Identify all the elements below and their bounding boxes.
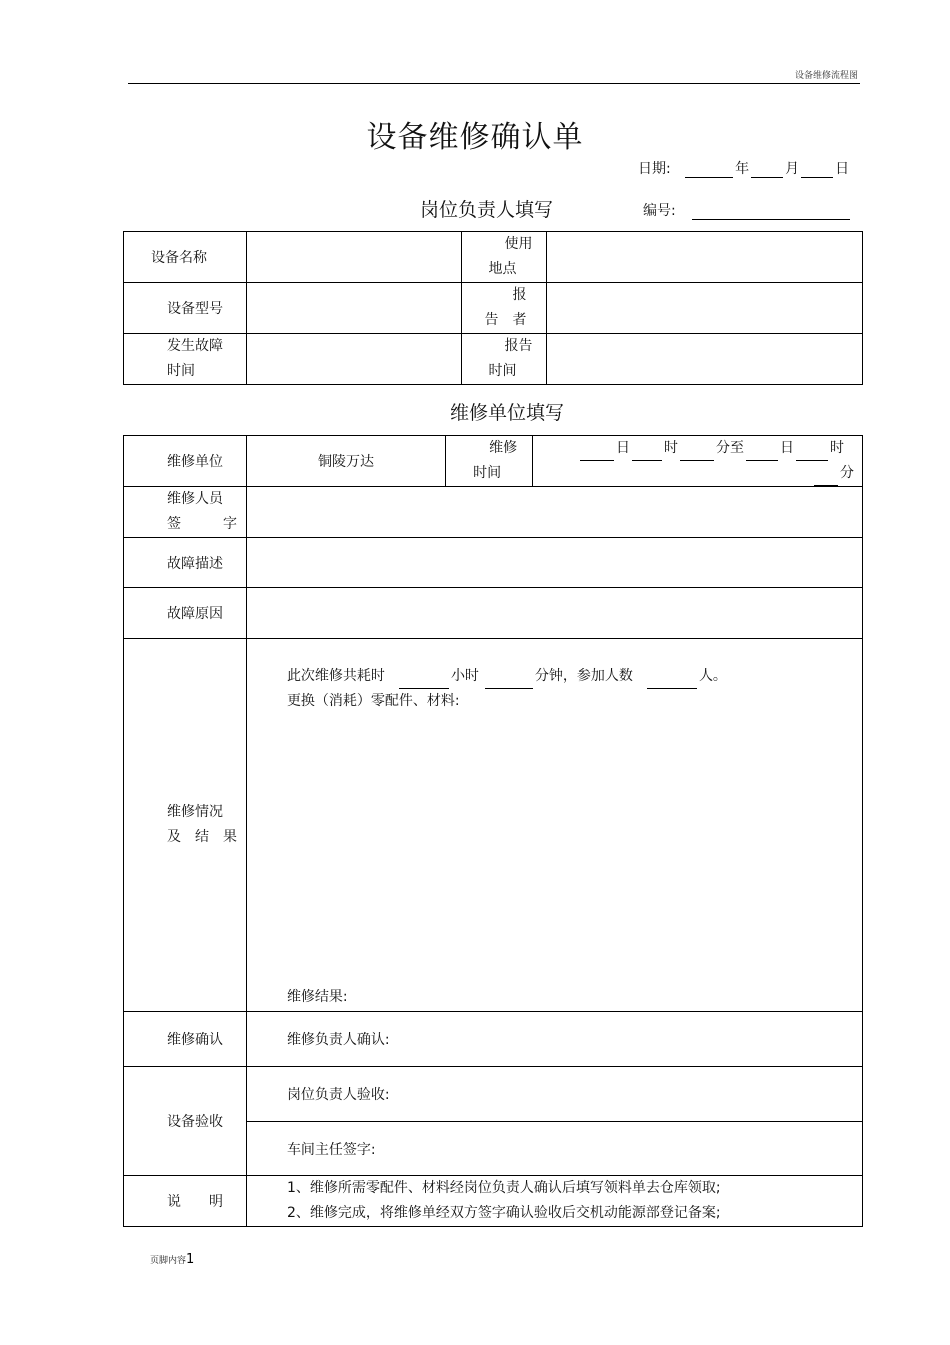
repair-time-field[interactable]	[533, 436, 863, 487]
table-row	[124, 436, 863, 487]
serial-blank[interactable]	[692, 205, 850, 220]
section-title-post-owner: 岗位负责人填写	[420, 199, 554, 221]
time-spent-text-b: 小时	[450, 668, 479, 684]
table-row	[124, 487, 863, 538]
accept-label: 设备验收	[167, 1114, 223, 1130]
note-1: 1、维修所需零配件、材料经岗位负责人确认后填写领料单去仓库领取;	[286, 1180, 721, 1196]
fault-time-label-line2: 时间	[167, 363, 195, 379]
fault-time-field[interactable]	[246, 334, 461, 385]
header-rule	[128, 83, 860, 84]
report-time-field[interactable]	[547, 334, 863, 385]
footer-text: 页脚内容	[150, 1256, 187, 1266]
notes-label-cell	[124, 1176, 247, 1227]
reporter-field[interactable]	[547, 283, 863, 334]
situation-field[interactable]	[246, 639, 862, 1012]
device-name-label-cell	[124, 232, 247, 283]
confirm-label-cell	[124, 1012, 247, 1067]
notes-field	[246, 1176, 862, 1227]
start-hour-label: 时	[664, 440, 679, 456]
time-spent-text-d: 人。	[698, 668, 727, 684]
reporter-label-cell	[461, 283, 547, 334]
repair-unit-label: 维修单位	[167, 454, 223, 470]
end-min-blank[interactable]	[814, 471, 838, 486]
model-label-cell	[124, 283, 247, 334]
fault-cause-field[interactable]	[246, 588, 862, 639]
date-line	[638, 158, 849, 178]
fault-cause-label: 故障原因	[167, 606, 223, 622]
repair-time-label-cell	[446, 436, 533, 487]
people-blank[interactable]	[647, 674, 697, 689]
accept-label-cell	[124, 1067, 247, 1176]
director-text: 车间主任签字:	[286, 1141, 376, 1158]
reporter-label-line1: 报	[512, 287, 527, 303]
hours-blank[interactable]	[399, 674, 449, 689]
table-row	[124, 1176, 863, 1227]
staff-label-line1: 维修人员	[167, 491, 223, 507]
location-field[interactable]	[547, 232, 863, 283]
section-title-repair-unit: 维修单位填写	[450, 402, 565, 424]
table-row	[124, 334, 863, 385]
confirm-label: 维修确认	[167, 1032, 223, 1048]
director-field[interactable]	[246, 1122, 862, 1176]
end-hour-label: 时	[830, 440, 845, 456]
serial-line	[643, 200, 852, 220]
page-footer	[150, 1252, 194, 1267]
report-time-label-cell	[461, 334, 547, 385]
repair-time-label-line2: 时间	[473, 465, 502, 481]
running-header: 设备维修流程图	[794, 71, 858, 81]
confirm-field[interactable]	[246, 1012, 862, 1067]
table-row	[124, 283, 863, 334]
result-line: 维修结果:	[286, 989, 348, 1005]
reporter-label-line2: 告 者	[484, 312, 527, 328]
month-label: 月	[785, 161, 800, 177]
report-time-label-line1: 报告	[504, 338, 533, 354]
date-label: 日期:	[638, 161, 671, 177]
fault-desc-label: 故障描述	[167, 555, 223, 572]
situation-label-cell	[124, 639, 247, 1012]
table-row	[124, 232, 863, 283]
repair-unit-value-cell[interactable]	[246, 436, 445, 487]
start-min-blank[interactable]	[680, 446, 714, 461]
post-owner-table	[123, 231, 863, 385]
notes-label: 说 明	[167, 1194, 223, 1210]
minutes-blank[interactable]	[485, 674, 533, 689]
situation-label-line1: 维修情况	[167, 804, 223, 820]
repair-unit-value: 铜陵万达	[317, 454, 374, 470]
fault-desc-field[interactable]	[246, 538, 862, 588]
year-label: 年	[735, 161, 750, 177]
document-title: 设备维修确认单	[366, 120, 584, 155]
end-day-label: 日	[780, 440, 795, 456]
time-spent-line	[247, 639, 862, 689]
accept-field[interactable]	[246, 1067, 862, 1122]
end-min-label: 分	[840, 465, 854, 481]
serial-label: 编号:	[643, 203, 676, 219]
repair-unit-label-cell	[124, 436, 247, 487]
table-row	[124, 538, 863, 588]
year-blank[interactable]	[685, 163, 733, 178]
staff-label-line2: 签 字	[167, 516, 237, 532]
time-spent-text-c: 分钟，参加人数	[534, 668, 633, 684]
fault-desc-label-cell	[124, 538, 247, 588]
start-hour-blank[interactable]	[632, 446, 662, 461]
accept-text: 岗位负责人验收:	[286, 1087, 390, 1103]
location-label-line1: 使用	[504, 236, 533, 252]
note-2: 2、维修完成，将维修单经双方签字确认验收后交机动能源部登记备案;	[286, 1205, 721, 1221]
start-min-label: 分至	[716, 440, 745, 456]
situation-label-line2: 及 结 果	[167, 829, 237, 845]
staff-label-cell	[124, 487, 247, 538]
device-name-field[interactable]	[246, 232, 461, 283]
day-label: 日	[835, 161, 850, 177]
staff-signature-field[interactable]	[246, 487, 862, 538]
start-day-label: 日	[616, 440, 631, 456]
repair-time-label-line1: 维修	[489, 440, 518, 456]
fault-cause-label-cell	[124, 588, 247, 639]
fault-time-label-cell	[124, 334, 247, 385]
start-day-blank[interactable]	[580, 446, 614, 461]
time-spent-text-a: 此次维修共耗时	[286, 668, 385, 684]
page-number: 1	[186, 1252, 195, 1267]
table-row	[124, 588, 863, 639]
model-label: 设备型号	[167, 301, 223, 317]
report-time-label-line2: 时间	[488, 363, 517, 379]
end-hour-blank[interactable]	[796, 446, 828, 461]
table-row	[124, 1067, 863, 1122]
table-row	[124, 639, 863, 1012]
repair-details-table	[123, 486, 863, 1227]
day-blank[interactable]	[801, 163, 833, 178]
model-field[interactable]	[246, 283, 461, 334]
end-day-blank[interactable]	[746, 446, 778, 461]
location-label-line2: 地点	[488, 261, 517, 277]
repair-unit-time-table	[123, 435, 863, 487]
fault-time-label-line1: 发生故障	[167, 338, 223, 354]
location-label-cell	[461, 232, 547, 283]
month-blank[interactable]	[751, 163, 783, 178]
device-name-label: 设备名称	[151, 250, 207, 266]
confirm-text: 维修负责人确认:	[286, 1032, 390, 1048]
table-row	[124, 1012, 863, 1067]
parts-line: 更换（消耗）零配件、材料:	[286, 693, 460, 709]
